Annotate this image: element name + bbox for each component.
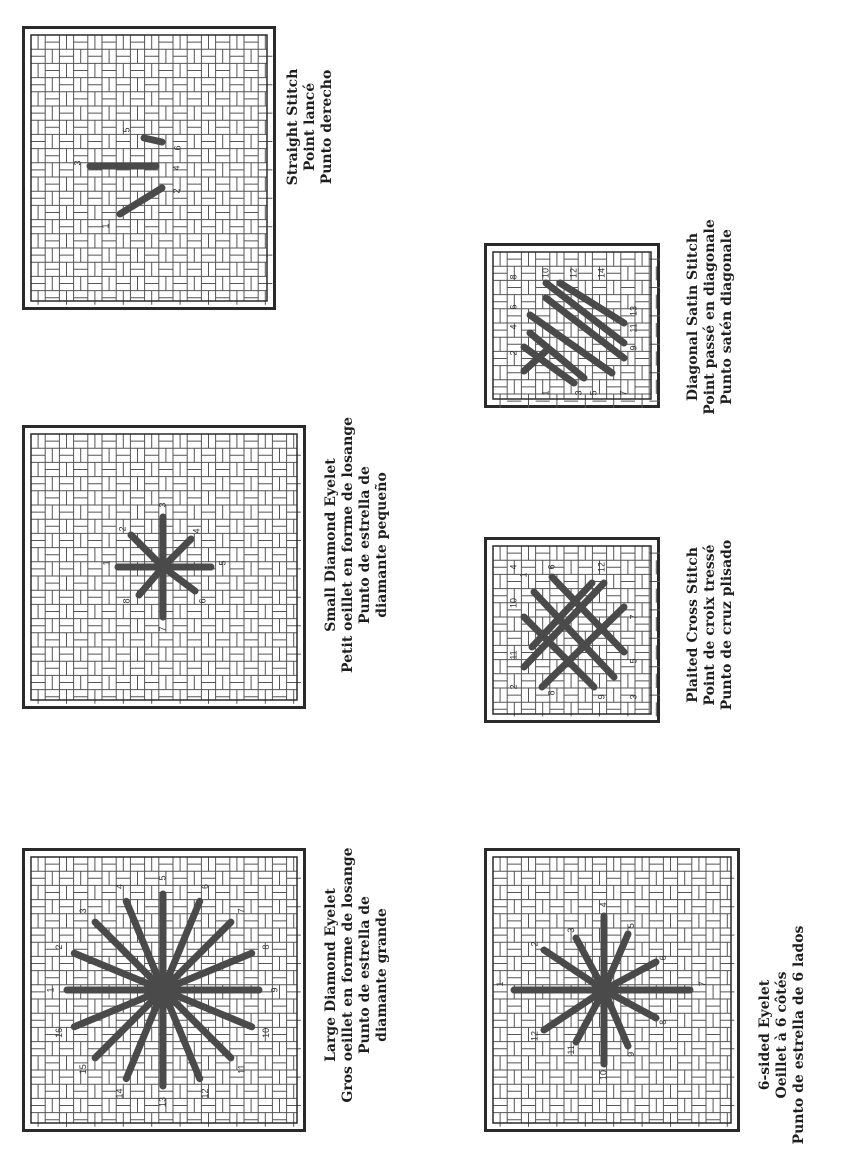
stitch-number: 6 bbox=[546, 564, 557, 570]
caption-line: Point lancé bbox=[302, 82, 318, 172]
diagram-plaited-cross-stitch bbox=[484, 537, 660, 723]
stitch-number: 11 bbox=[236, 1064, 247, 1074]
stitch-number: 3 bbox=[72, 160, 83, 166]
stitch-number: 3 bbox=[157, 502, 168, 508]
stitch-number: 9 bbox=[269, 987, 280, 993]
stitch-number: 12 bbox=[568, 267, 579, 279]
stitch-number: 4 bbox=[598, 902, 609, 908]
caption-line: Punto de estrella de bbox=[357, 896, 373, 1054]
stitch-number: 6 bbox=[172, 145, 183, 151]
canvas-diagonal-satin-stitch bbox=[484, 243, 660, 408]
caption-small-diamond-eyelet bbox=[323, 380, 391, 710]
stitch-number: 8 bbox=[260, 944, 271, 950]
caption-plaited-cross-stitch bbox=[685, 510, 736, 740]
stitch-number: 4 bbox=[191, 528, 202, 534]
stitch-number: 15 bbox=[78, 1064, 89, 1075]
stitch-number: 12 bbox=[200, 1088, 211, 1099]
caption-straight-stitch bbox=[285, 22, 336, 232]
caption-large-diamond-eyelet bbox=[323, 815, 391, 1135]
stitch-number: 13 bbox=[628, 305, 639, 317]
stitch-number: 10 bbox=[508, 597, 519, 609]
caption-line: Diagonal Satin Stitch bbox=[685, 232, 701, 402]
canvas-straight-stitch bbox=[22, 26, 276, 310]
caption-line: Small Diamond Eyelet bbox=[323, 458, 339, 632]
stitch-number: 2 bbox=[171, 188, 182, 194]
stitch-number: 6 bbox=[197, 598, 208, 604]
stitch-number: 2 bbox=[529, 941, 540, 947]
caption-line: Plaited Cross Stitch bbox=[685, 547, 701, 703]
caption-line: Punto derecho bbox=[319, 69, 335, 185]
stitch-number: 7 bbox=[236, 908, 247, 914]
caption-line: diamante grande bbox=[374, 908, 390, 1042]
caption-line: Punto satén diagonale bbox=[719, 229, 735, 405]
stitch-number: 1 bbox=[518, 572, 529, 578]
diagram-diagonal-satin-stitch bbox=[484, 243, 660, 408]
stitch-number: 1 bbox=[100, 223, 111, 229]
stitch-number: 10 bbox=[540, 267, 551, 279]
stitch-number: 4 bbox=[508, 564, 519, 570]
stitch-number: 12 bbox=[529, 1030, 540, 1042]
stitch-number: 5 bbox=[217, 560, 228, 566]
stitch-number: 2 bbox=[508, 350, 519, 356]
stitch-number: 4 bbox=[114, 884, 125, 890]
stitch-number: 11 bbox=[508, 650, 519, 660]
stitch-number: 11 bbox=[628, 323, 639, 333]
caption-six-sided-eyelet bbox=[757, 920, 808, 1150]
stitch-number: 12 bbox=[596, 561, 607, 573]
stitch-number: 2 bbox=[508, 684, 519, 690]
caption-diagonal-satin-stitch bbox=[685, 202, 736, 432]
caption-line: Point de croix tressé bbox=[702, 544, 718, 706]
stitch-number: 7 bbox=[697, 981, 708, 987]
stitch-number: 8 bbox=[121, 598, 132, 604]
stitch-number: 3 bbox=[628, 694, 639, 700]
canvas-six-sided-eyelet bbox=[484, 848, 740, 1132]
caption-line: 6-sided Eyelet bbox=[757, 979, 773, 1091]
diagram-large-diamond-eyelet bbox=[22, 848, 306, 1132]
stitch-number: 7 bbox=[157, 626, 168, 632]
caption-line: Gros oeillet en forme de losange bbox=[340, 847, 356, 1103]
caption-line: Straight Stitch bbox=[285, 68, 301, 186]
stitch-number: 1 bbox=[540, 390, 551, 396]
stitch-number: 9 bbox=[596, 694, 607, 700]
stitch-number: 3 bbox=[566, 927, 577, 933]
stitch-number: 7 bbox=[628, 614, 639, 620]
stitch-number: 16 bbox=[53, 1027, 64, 1038]
stitch-number: 8 bbox=[508, 274, 519, 280]
canvas-small-diamond-eyelet bbox=[22, 425, 306, 709]
caption-line: Punto de estrella de bbox=[357, 466, 373, 624]
caption-line: Large Diamond Eyelet bbox=[323, 888, 339, 1062]
stitch-number: 9 bbox=[628, 345, 639, 351]
stitch-number: 4 bbox=[171, 165, 182, 171]
stitch-number: 4 bbox=[508, 324, 519, 330]
stitch-number: 5 bbox=[628, 658, 639, 664]
diagram-small-diamond-eyelet bbox=[22, 425, 306, 709]
stitch-number: 5 bbox=[588, 390, 599, 396]
stitch-number: 1 bbox=[101, 560, 112, 566]
diagram-six-sided-eyelet bbox=[484, 848, 740, 1132]
stitch-number: 5 bbox=[157, 875, 168, 881]
stitch-number: 1 bbox=[494, 981, 505, 987]
stitch-number: 2 bbox=[53, 944, 64, 950]
stitch-number: 9 bbox=[625, 1051, 636, 1057]
stitch-number: 8 bbox=[658, 1019, 669, 1025]
stitch-number: 13 bbox=[157, 1096, 168, 1108]
stitch-number: 5 bbox=[625, 923, 636, 929]
stitch-number: 6 bbox=[658, 955, 669, 961]
canvas-plaited-cross-stitch bbox=[484, 537, 660, 723]
stitch-number: 10 bbox=[260, 1027, 271, 1038]
stitch-number: 2 bbox=[117, 526, 128, 532]
stitch-number: 14 bbox=[114, 1088, 125, 1099]
stitch-number: 3 bbox=[78, 908, 89, 914]
diagram-straight-stitch bbox=[22, 26, 276, 310]
caption-line: Point passé en diagonale bbox=[702, 219, 718, 415]
stitch-line bbox=[144, 138, 162, 142]
stitch-number: 1 bbox=[45, 987, 56, 993]
caption-line: Oeillet à 6 côtés bbox=[774, 971, 790, 1099]
stitch-number: 7 bbox=[618, 390, 629, 396]
stitch-number: 6 bbox=[508, 304, 519, 310]
stitch-number: 14 bbox=[596, 267, 607, 279]
stitch-number: 5 bbox=[121, 127, 132, 133]
stitch-number: 8 bbox=[546, 690, 557, 696]
stitch-number: 11 bbox=[566, 1045, 577, 1055]
stitch-number: 10 bbox=[598, 1070, 609, 1081]
caption-line: Punto de estrella de 6 lados bbox=[791, 925, 807, 1145]
stitch-number: 3 bbox=[573, 390, 584, 396]
caption-line: Punto de cruz plisado bbox=[719, 539, 735, 711]
caption-line: diamante pequeño bbox=[374, 472, 390, 618]
canvas-large-diamond-eyelet bbox=[22, 848, 306, 1132]
stitch-number: 6 bbox=[200, 884, 211, 890]
caption-line: Petit oeillet en forme de losange bbox=[340, 417, 356, 673]
